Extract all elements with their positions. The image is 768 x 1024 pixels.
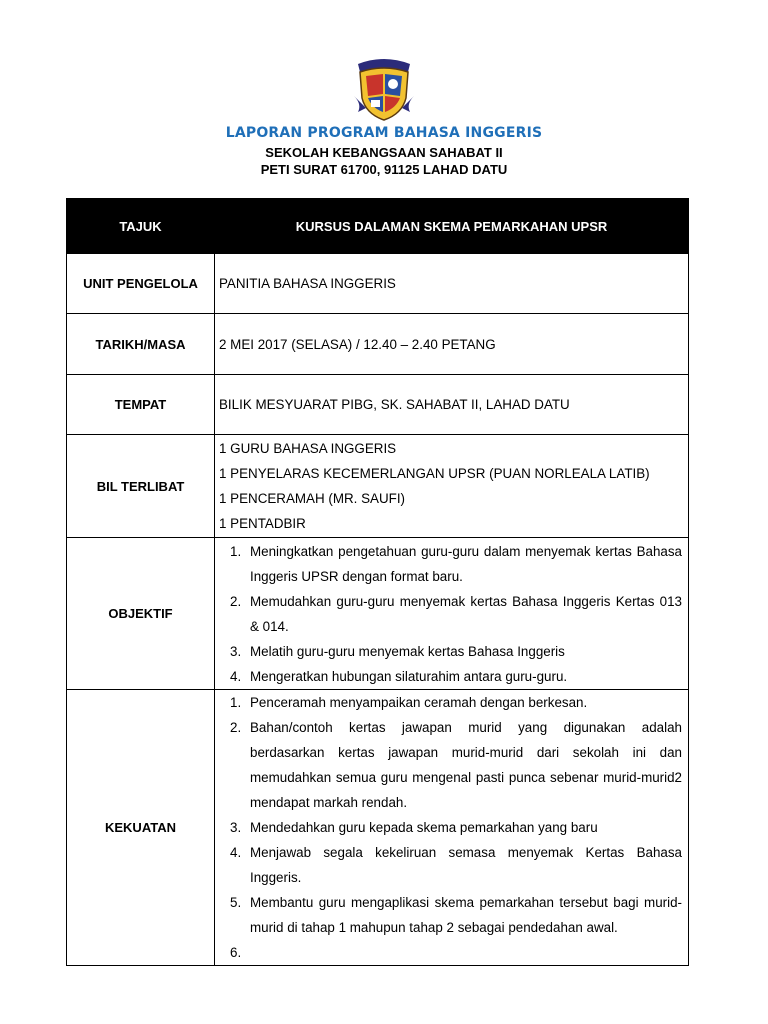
item-text: Melatih guru-guru menyemak kertas Bahasa Inggeris xyxy=(250,643,565,659)
participant-line: 1 PENYELARAS KECEMERLANGAN UPSR (PUAN NORLEALA LATIB) xyxy=(219,466,650,481)
place-label: TEMPAT xyxy=(67,375,215,435)
school-address: PETI SURAT 61700, 91125 LAHAD DATU xyxy=(260,162,508,177)
list-item xyxy=(219,840,688,890)
list-item xyxy=(219,815,688,840)
unit-value: PANITIA BAHASA INGGERIS xyxy=(215,254,689,314)
item-number: 5. xyxy=(230,895,242,910)
date-value: 2 MEI 2017 (SELASA) / 12.40 – 2.40 PETANG xyxy=(215,314,689,375)
item-number: 3. xyxy=(230,820,242,835)
table-row xyxy=(67,435,689,538)
item-text: Mengeratkan hubungan silaturahim antara guru-guru. xyxy=(250,668,568,684)
table-row xyxy=(67,254,689,314)
item-text: Penceramah menyampaikan ceramah dengan berkesan. xyxy=(250,695,588,710)
table-row xyxy=(67,375,689,435)
participants-value xyxy=(215,435,689,538)
item-number: 3. xyxy=(230,643,242,659)
participants-label: BIL TERLIBAT xyxy=(67,435,215,538)
school-crest-icon xyxy=(352,56,416,122)
list-item xyxy=(219,664,688,689)
list-item xyxy=(219,639,688,664)
item-number: 2. xyxy=(230,720,242,735)
list-item xyxy=(219,539,688,589)
item-text: Memudahkan guru-guru menyemak kertas Bahasa Inggeris Kertas 013 & 014. xyxy=(250,593,682,634)
report-table xyxy=(66,198,689,966)
item-number: 4. xyxy=(230,668,242,684)
date-label: TARIKH/MASA xyxy=(67,314,215,375)
school-name: SEKOLAH KEBANGSAAN SAHABAT II xyxy=(265,145,503,160)
heading-label: TAJUK xyxy=(67,199,215,254)
objectives-value xyxy=(215,538,689,690)
participant-line: 1 PENCERAMAH (MR. SAUFI) xyxy=(219,491,405,506)
list-item xyxy=(219,890,688,940)
item-text: Bahan/contoh kertas jawapan murid yang digunakan adalah berdasarkan kertas jawapan murid-murid dari sekolah ini dan memudahkan semua guru mengenal pasti punca sebenar murid-murid2 mendapat markah rendah. xyxy=(250,720,682,810)
item-number: 4. xyxy=(230,845,242,860)
item-text: Membantu guru mengaplikasi skema pemarkahan tersebut bagi murid-murid di tahap 1 mahupun tahap 2 sebagai pendedahan awal. xyxy=(250,895,682,935)
item-number: 2. xyxy=(230,593,242,609)
item-number: 1. xyxy=(230,695,242,710)
list-item xyxy=(219,690,688,715)
table-row xyxy=(67,690,689,966)
strengths-list xyxy=(219,690,688,965)
list-item xyxy=(219,589,688,639)
item-number: 6. xyxy=(230,945,242,960)
item-text: Mendedahkan guru kepada skema pemarkahan yang baru xyxy=(250,820,598,835)
list-item xyxy=(219,940,688,965)
list-item xyxy=(219,715,688,815)
item-text xyxy=(250,940,688,965)
strengths-value xyxy=(215,690,689,966)
participant-line: 1 GURU BAHASA INGGERIS xyxy=(219,441,397,456)
strengths-label: KEKUATAN xyxy=(67,690,215,966)
objectives-label: OBJEKTIF xyxy=(67,538,215,690)
table-row xyxy=(67,199,689,254)
item-text: Menjawab segala kekeliruan semasa menyemak Kertas Bahasa Inggeris. xyxy=(250,845,682,885)
table-row xyxy=(67,314,689,375)
place-value: BILIK MESYUARAT PIBG, SK. SAHABAT II, LAHAD DATU xyxy=(215,375,689,435)
report-title: LAPORAN PROGRAM BAHASA INGGERIS xyxy=(225,125,543,141)
unit-label: UNIT PENGELOLA xyxy=(67,254,215,314)
participant-line: 1 PENTADBIR xyxy=(219,516,306,531)
item-number: 1. xyxy=(230,543,242,559)
item-text: Meningkatkan pengetahuan guru-guru dalam menyemak kertas Bahasa Inggeris UPSR dengan format baru. xyxy=(250,543,682,584)
objectives-list xyxy=(219,539,688,689)
heading-value: KURSUS DALAMAN SKEMA PEMARKAHAN UPSR xyxy=(215,199,689,254)
table-row xyxy=(67,538,689,690)
